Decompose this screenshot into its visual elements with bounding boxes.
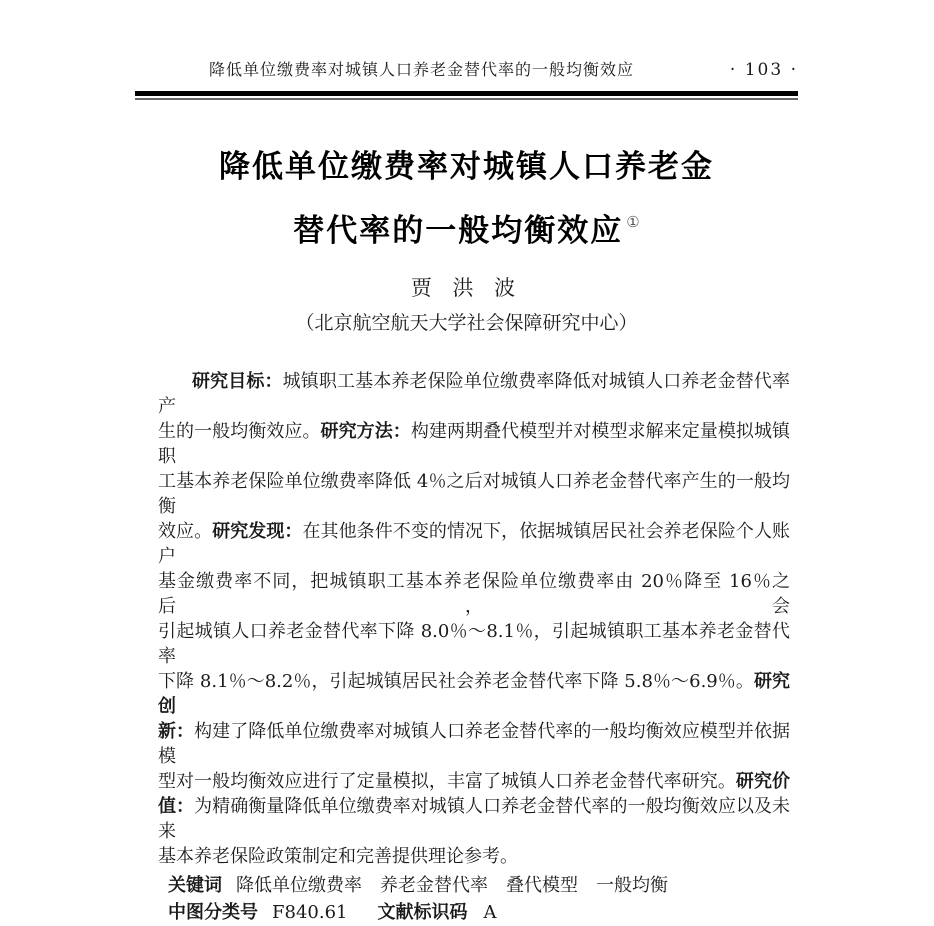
abstract-text: 为精确衡量降低单位缴费率对城镇人口养老金替代率的一般均衡效应以及未来 — [158, 796, 791, 842]
abstract-line — [158, 519, 790, 569]
abstract-text: 在其他条件不变的情况下，依据城镇居民社会养老保险个人账户 — [158, 521, 791, 567]
author-affiliation: （北京航空航天大学社会保障研究中心） — [295, 312, 638, 334]
keywords-line — [168, 872, 790, 899]
abstract-bold-label: 研究方法： — [320, 421, 411, 441]
keywords-text: 降低单位缴费率 养老金替代率 叠代模型 一般均衡 — [236, 875, 668, 896]
clc-value: F840.61 — [272, 902, 348, 923]
header-rule-thick — [135, 91, 798, 96]
abstract-bold-label: 值： — [158, 796, 195, 816]
abstract-text: 基金缴费率不同，把城镇职工基本养老保险单位缴费率由 20％降至 16％之后，会 — [158, 571, 790, 617]
doc-code-value: A — [483, 902, 497, 923]
header-rule-thin — [135, 98, 798, 100]
abstract-line — [158, 769, 790, 794]
abstract-bold-label: 研究创 — [158, 671, 790, 716]
abstract-line — [158, 569, 790, 619]
content-column — [135, 0, 798, 926]
title-line-1: 降低单位缴费率对城镇人口养老金 — [219, 149, 714, 185]
title-line-2: 替代率的一般均衡效应 ① — [293, 213, 640, 249]
page-number: · 103 · — [729, 60, 798, 80]
author-name: 贾 洪 波 — [410, 276, 523, 300]
title-footnote-mark: ① — [626, 213, 640, 231]
doc-code-label: 文献标识码 — [377, 902, 468, 922]
abstract-text: 城镇职工基本养老保险单位缴费率降低对城镇人口养老金替代率产 — [158, 371, 790, 417]
abstract-text: 效应。 — [158, 521, 213, 542]
abstract-bold-label: 研究价 — [735, 771, 791, 791]
abstract-text: 生的一般均衡效应。 — [158, 421, 321, 442]
abstract-text: 工基本养老保险单位缴费率降低 4％之后对城镇人口养老金替代率产生的一般均衡 — [158, 471, 790, 517]
classification-line — [168, 899, 790, 926]
abstract-line — [158, 619, 790, 669]
abstract — [158, 369, 790, 869]
abstract-line — [158, 794, 790, 844]
clc-label: 中图分类号 — [168, 902, 258, 922]
abstract-bold-label: 研究发现： — [212, 521, 303, 541]
abstract-line — [158, 669, 790, 719]
keywords-label: 关键词 — [168, 875, 222, 895]
article-title — [135, 140, 798, 259]
abstract-text: 引起城镇人口养老金替代率下降 8.0％～8.1％，引起城镇职工基本养老金替代率 — [158, 621, 790, 667]
abstract-text: 基本养老保险政策制定和完善提供理论参考。 — [158, 846, 518, 867]
abstract-text: 构建了降低单位缴费率对城镇人口养老金替代率的一般均衡效应模型并依据模 — [158, 721, 791, 767]
abstract-text: 型对一般均衡效应进行了定量模拟，丰富了城镇人口养老金替代率研究。 — [158, 771, 736, 792]
running-header — [135, 58, 798, 82]
abstract-text: 构建两期叠代模型并对模型求解来定量模拟城镇职 — [158, 421, 791, 467]
abstract-text: 下降 8.1％～8.2％，引起城镇居民社会养老金替代率下降 5.8％～6.9％。 — [158, 671, 754, 692]
running-title: 降低单位缴费率对城镇人口养老金替代率的一般均衡效应 — [208, 60, 634, 79]
abstract-line — [158, 419, 790, 469]
abstract-bold-label: 新： — [158, 721, 195, 741]
abstract-line — [158, 469, 790, 519]
abstract-line — [158, 844, 790, 869]
abstract-bold-label: 研究目标： — [192, 371, 283, 391]
abstract-line — [158, 369, 790, 419]
abstract-line — [158, 719, 790, 769]
